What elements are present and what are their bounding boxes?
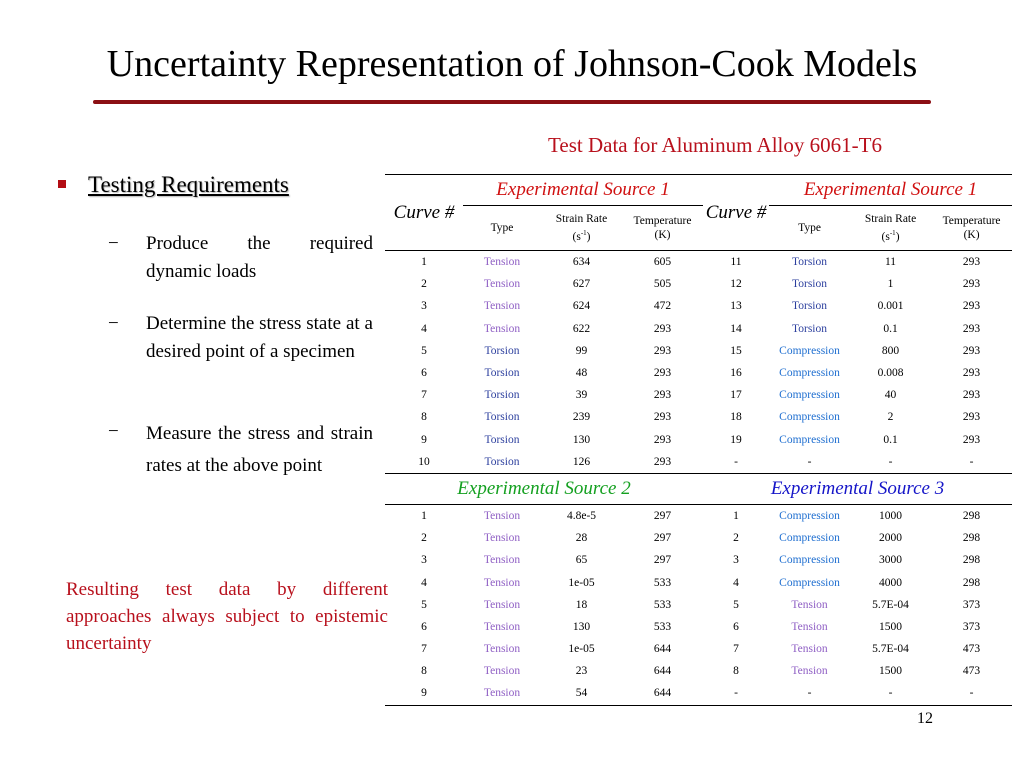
left-temperature-cell: 533 (653, 576, 672, 589)
source-label: Experimental Source 2 (385, 473, 703, 504)
right-curve-number-cell: 16 (730, 367, 742, 380)
left-strain-rate-cell: 54 (541, 682, 622, 705)
right-curve-number-cell: 15 (730, 344, 742, 357)
table-row (385, 340, 1012, 362)
right-test-type-cell: Tension (791, 665, 828, 678)
left-test-type-cell: Tension (483, 665, 521, 678)
left-temperature-cell: 505 (653, 278, 672, 291)
left-curve-number-cell: 3 (421, 300, 427, 313)
right-temperature-cell: 373 (962, 620, 981, 633)
slide-title: Uncertainty Representation of Johnson-Cook Models (106, 43, 918, 85)
left-curve-number-cell: 1 (385, 504, 463, 527)
strain-rate-unit-open: (s (572, 230, 581, 243)
table-caption: Test Data for Aluminum Alloy 6061-T6 (548, 133, 882, 157)
right-strain-rate-cell: 4000 (879, 576, 903, 589)
left-temperature-cell: 605 (622, 251, 703, 274)
strain-rate-header (541, 206, 622, 251)
left-test-type-cell: Torsion (484, 344, 520, 357)
type-header: Type (463, 206, 541, 251)
left-temperature-cell: 293 (653, 367, 672, 380)
square-bullet-icon (58, 180, 66, 188)
left-test-type-cell: Tension (483, 322, 521, 335)
source-header-row (385, 175, 1012, 206)
left-test-type-cell: Torsion (484, 411, 520, 424)
right-temperature-cell: 293 (962, 411, 981, 424)
left-curve-number-cell: 6 (421, 620, 427, 633)
right-strain-rate-cell: 1000 (850, 504, 931, 527)
right-curve-number-cell: 1 (703, 504, 769, 527)
source-label: Experimental Source 1 (463, 175, 703, 206)
left-temperature-cell: 297 (622, 504, 703, 527)
left-strain-rate-cell: 65 (575, 554, 588, 567)
right-test-type-cell: Compression (779, 532, 840, 545)
right-test-type-cell: Torsion (769, 251, 850, 274)
temperature-header (622, 206, 703, 251)
table-row (385, 504, 1012, 527)
left-strain-rate-cell: 239 (572, 411, 591, 424)
table-row (385, 318, 1012, 340)
right-test-type-cell: Tension (791, 620, 828, 633)
table-row (385, 660, 1012, 682)
bullet-testing-requirements (58, 172, 289, 198)
right-temperature-cell: 373 (962, 598, 981, 611)
left-curve-number-cell: 2 (421, 532, 427, 545)
right-curve-number-cell: - (703, 682, 769, 705)
source-label: Experimental Source 3 (703, 473, 1012, 504)
left-test-type-cell: Torsion (484, 455, 520, 468)
right-strain-rate-cell: 0.1 (883, 322, 898, 335)
table-row (385, 273, 1012, 295)
table-row (385, 251, 1012, 274)
right-curve-number-cell: 5 (733, 598, 739, 611)
left-temperature-cell: 533 (653, 598, 672, 611)
left-strain-rate-cell: 1e-05 (568, 576, 595, 589)
left-test-type-cell: Tension (483, 278, 521, 291)
left-temperature-cell: 644 (653, 643, 672, 656)
table-row (385, 638, 1012, 660)
dash-bullet-icon: − (108, 421, 119, 442)
right-strain-rate-cell: 0.008 (877, 367, 904, 380)
left-strain-rate-cell: 99 (575, 344, 588, 357)
right-curve-number-cell: 14 (730, 322, 742, 335)
table-row (385, 616, 1012, 638)
left-temperature-cell: 293 (653, 411, 672, 424)
left-test-type-cell: Tension (483, 643, 521, 656)
table-row (385, 429, 1012, 451)
sub-bullet-2 (108, 310, 373, 366)
left-temperature-cell: 297 (653, 532, 672, 545)
left-test-type-cell: Tension (463, 682, 541, 705)
right-curve-number-cell: 4 (733, 576, 739, 589)
right-strain-rate-cell: - (888, 455, 893, 468)
right-test-type-cell: Compression (779, 344, 840, 357)
sub-bullet-text: Produce the required dynamic loads (146, 233, 373, 282)
left-strain-rate-cell: 126 (572, 455, 591, 468)
right-curve-number-cell: 8 (733, 665, 739, 678)
left-curve-number-cell: 4 (421, 322, 427, 335)
strain-rate-label: Strain Rate (555, 213, 608, 226)
right-strain-rate-cell: 11 (850, 251, 931, 274)
left-test-type-cell: Tension (483, 554, 521, 567)
table-row (385, 451, 1012, 474)
right-temperature-cell: 293 (962, 433, 981, 446)
left-strain-rate-cell: 18 (575, 598, 588, 611)
left-curve-number-cell: 2 (421, 278, 427, 291)
left-temperature-cell: 472 (653, 300, 672, 313)
left-curve-number-cell: 7 (421, 643, 427, 656)
right-curve-number-cell: 18 (730, 411, 742, 424)
right-curve-number-cell: 12 (730, 278, 742, 291)
right-test-type-cell: Compression (769, 504, 850, 527)
source-label: Experimental Source 1 (769, 175, 1012, 206)
right-test-type-cell: Tension (791, 598, 828, 611)
right-strain-rate-cell: 1 (887, 278, 894, 291)
test-data-table (385, 174, 1012, 706)
dash-bullet-icon: − (108, 313, 119, 334)
right-test-type-cell: Torsion (792, 322, 828, 335)
right-test-type-cell: - (807, 455, 812, 468)
right-temperature-cell: 293 (962, 367, 981, 380)
title-underline (93, 100, 931, 104)
right-curve-number-cell: 19 (730, 433, 742, 446)
right-test-type-cell: Compression (779, 389, 840, 402)
right-curve-number-cell: - (734, 455, 738, 468)
strain-rate-unit-close: ) (895, 230, 900, 243)
left-curve-number-cell: 8 (421, 665, 427, 678)
table-row (385, 682, 1012, 705)
right-temperature-cell: 298 (962, 576, 981, 589)
left-curve-number-cell: 4 (421, 576, 427, 589)
table-row (385, 527, 1012, 549)
right-strain-rate-cell: 0.001 (877, 300, 904, 313)
right-curve-number-cell: 13 (730, 300, 742, 313)
table-row (385, 571, 1012, 593)
left-strain-rate-cell: 48 (575, 367, 588, 380)
right-strain-rate-cell: 2 (887, 411, 894, 424)
strain-rate-unit-exponent: -1 (889, 229, 896, 238)
left-test-type-cell: Torsion (484, 367, 520, 380)
left-curve-number-cell: 5 (421, 598, 427, 611)
right-strain-rate-cell: 5.7E-04 (872, 643, 909, 656)
sub-bullet-text: Measure the stress and strain rates at the above point (146, 423, 373, 476)
right-strain-rate-cell: 3000 (879, 554, 903, 567)
right-temperature-cell: 293 (962, 389, 981, 402)
right-temperature-cell: 298 (962, 532, 981, 545)
left-strain-rate-cell: 627 (572, 278, 591, 291)
table-body (385, 175, 1012, 706)
right-strain-rate-cell: 1500 (879, 665, 903, 678)
right-strain-rate-cell: - (850, 682, 931, 705)
strain-rate-label: Strain Rate (864, 213, 917, 226)
left-test-type-cell: Tension (483, 532, 521, 545)
temperature-label: Temperature (942, 215, 1001, 227)
left-strain-rate-cell: 23 (575, 665, 588, 678)
right-test-type-cell: - (769, 682, 850, 705)
right-test-type-cell: Compression (779, 367, 840, 380)
temperature-unit: (K) (963, 229, 980, 241)
left-temperature-cell: 297 (653, 554, 672, 567)
right-strain-rate-cell: 40 (884, 389, 897, 402)
table-row (385, 295, 1012, 317)
left-strain-rate-cell: 4.8e-5 (541, 504, 622, 527)
left-temperature-cell: 293 (653, 344, 672, 357)
left-strain-rate-cell: 130 (572, 433, 591, 446)
right-temperature-cell: 293 (962, 344, 981, 357)
right-temperature-cell: 473 (962, 643, 981, 656)
right-test-type-cell: Compression (779, 433, 840, 446)
strain-rate-unit-open: (s (881, 230, 890, 243)
right-test-type-cell: Tension (791, 643, 828, 656)
strain-rate-header (850, 206, 931, 251)
right-strain-rate-cell: 2000 (879, 532, 903, 545)
type-header: Type (769, 206, 850, 251)
left-strain-rate-cell: 28 (575, 532, 588, 545)
left-curve-number-cell: 5 (421, 344, 427, 357)
right-temperature-cell: 293 (962, 300, 981, 313)
left-curve-number-cell: 3 (421, 554, 427, 567)
dash-bullet-icon: − (108, 233, 119, 254)
left-temperature-cell: 293 (653, 455, 672, 468)
sub-bullet-text: Determine the stress state at a desired point of a specimen (146, 313, 373, 362)
left-test-type-cell: Tension (483, 620, 521, 633)
right-curve-number-cell: 3 (733, 554, 739, 567)
left-curve-number-cell: 7 (421, 389, 427, 402)
right-curve-number-cell: 17 (730, 389, 742, 402)
left-temperature-cell: 644 (622, 682, 703, 705)
right-temperature-cell: 293 (931, 251, 1012, 274)
left-curve-number-cell: 8 (421, 411, 427, 424)
left-temperature-cell: 293 (653, 433, 672, 446)
sub-bullet-1 (108, 230, 373, 286)
strain-rate-unit-close: ) (586, 230, 591, 243)
right-curve-number-cell: 7 (733, 643, 739, 656)
right-curve-number-cell: 2 (733, 532, 739, 545)
left-temperature-cell: 293 (653, 322, 672, 335)
temperature-header (931, 206, 1012, 251)
left-strain-rate-cell: 130 (572, 620, 591, 633)
right-temperature-cell: 293 (962, 322, 981, 335)
left-curve-number-cell: 9 (421, 433, 427, 446)
table-row (385, 594, 1012, 616)
table-row (385, 406, 1012, 428)
left-test-type-cell: Tension (463, 504, 541, 527)
left-test-type-cell: Tension (483, 300, 521, 313)
temperature-label: Temperature (633, 215, 692, 227)
table-row (385, 384, 1012, 406)
left-curve-number-cell: 6 (421, 367, 427, 380)
left-test-type-cell: Torsion (484, 389, 520, 402)
curve-header: Curve # (385, 175, 463, 251)
right-test-type-cell: Compression (779, 411, 840, 424)
left-strain-rate-cell: 634 (541, 251, 622, 274)
left-temperature-cell: 533 (653, 620, 672, 633)
left-curve-number-cell: 10 (418, 455, 430, 468)
bullet-main-text: Testing Requirements (88, 172, 289, 197)
source-header-row (385, 473, 1012, 504)
left-test-type-cell: Tension (483, 576, 521, 589)
page-number: 12 (917, 710, 933, 727)
table-row (385, 362, 1012, 384)
temperature-unit: (K) (654, 229, 671, 241)
left-curve-number-cell: 9 (385, 682, 463, 705)
left-temperature-cell: 293 (653, 389, 672, 402)
uncertainty-note: Resulting test data by different approaches always subject to epistemic uncertainty (66, 579, 388, 654)
left-strain-rate-cell: 622 (572, 322, 591, 335)
right-curve-number-cell: 11 (703, 251, 769, 274)
left-test-type-cell: Torsion (484, 433, 520, 446)
right-curve-number-cell: 6 (733, 620, 739, 633)
right-strain-rate-cell: 0.1 (883, 433, 898, 446)
right-strain-rate-cell: 5.7E-04 (872, 598, 909, 611)
right-test-type-cell: Compression (779, 554, 840, 567)
curve-header: Curve # (703, 175, 769, 251)
right-temperature-cell: 293 (962, 278, 981, 291)
left-strain-rate-cell: 624 (572, 300, 591, 313)
left-curve-number-cell: 1 (385, 251, 463, 274)
right-test-type-cell: Torsion (792, 278, 828, 291)
right-strain-rate-cell: 800 (881, 344, 900, 357)
right-test-type-cell: Compression (779, 576, 840, 589)
sub-bullet-3 (108, 418, 373, 482)
right-temperature-cell: - (931, 682, 1012, 705)
right-test-type-cell: Torsion (792, 300, 828, 313)
column-header-row (385, 206, 1012, 251)
right-strain-rate-cell: 1500 (879, 620, 903, 633)
left-strain-rate-cell: 39 (575, 389, 588, 402)
left-strain-rate-cell: 1e-05 (568, 643, 595, 656)
table-row (385, 549, 1012, 571)
right-temperature-cell: 298 (962, 554, 981, 567)
strain-rate-unit-exponent: -1 (580, 229, 587, 238)
right-temperature-cell: - (969, 455, 974, 468)
left-test-type-cell: Tension (463, 251, 541, 274)
right-temperature-cell: 298 (931, 504, 1012, 527)
left-test-type-cell: Tension (483, 598, 521, 611)
left-temperature-cell: 644 (653, 665, 672, 678)
right-temperature-cell: 473 (962, 665, 981, 678)
